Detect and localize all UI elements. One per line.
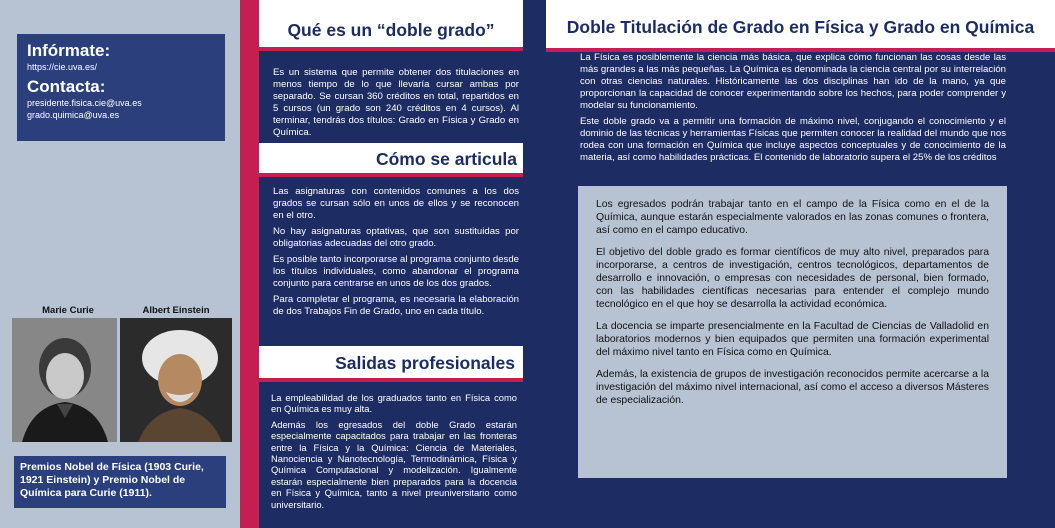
informate-heading: Infórmate: [27,41,111,60]
paragraph: Los egresados podrán trabajar tanto en el campo de la Física como en el de la Química, aunque estarán especialmente valorados en las zonas comunes o frontera, así como en el campo educativo. [596,199,989,236]
website-link[interactable]: https://cie.uva.es/ [27,62,98,72]
email-link[interactable]: presidente.fisica.cie@uva.es [27,98,142,108]
crimson-divider [240,0,259,528]
paragraph: Es un sistema que permite obtener dos titulaciones en menos tiempo de lo que llevaría cursar ambas por separado. Se cursan 360 créditos en total, repartidos en 5 cursos (un grado son 240 créditos en 4 cursos). Al terminar, tendrás dos títulos: Grado en Física y Grado en Química. [273,67,519,138]
salidas-heading-bar [259,346,523,382]
marie-curie-photo [12,318,117,442]
albert-einstein-photo [120,318,232,442]
articula-text [273,186,519,322]
paragraph: Además, la existencia de grupos de investigación reconocidos permite acercarse a la investigación del máximo nivel internacional, así como el acceso a diversos Másteres de especialización. [596,369,989,406]
main-title: Doble Titulación de Grado en Física y Grado en Química [566,17,1035,37]
contacta-heading: Contacta: [27,77,106,96]
paragraph: Las asignaturas con contenidos comunes a los dos grados se cursan sólo en unos de ellos y se reconocen en el otro. [273,186,519,221]
paragraph: No hay asignaturas optativas, que son sustituidas por obligatorias adecuadas del otro grado. [273,226,519,249]
info-box [578,186,1007,478]
paragraph: La docencia se imparte presencialmente en la Facultad de Ciencias de Valladolid en laboratorios modernos y bien equipados que permiten una formación experimental del máximo nivel tanto en Física como en Química. [596,321,989,358]
paragraph: La empleabilidad de los graduados tanto en Física como en Química es muy alta. [271,392,517,415]
articula-heading: Cómo se articula [375,149,517,169]
doble-grado-heading: Qué es un “doble grado” [287,20,495,40]
intro-text [580,52,1006,168]
doble-grado-heading-bar [259,0,523,51]
email-link[interactable]: grado.quimica@uva.es [27,110,120,120]
paragraph: La Física es posiblemente la ciencia más básica, que explica cómo funcionan las cosas desde las más grandes a las más pequeñas. La Química es denominada la ciencia central por su interrelación con otras ciencias naturales. Históricamente las dos disciplinas han ido de la mano, ya que proporcionan la capacidad de conocer experimentando sobre los hechos, para poder comprender y modelar su funcionamiento. [580,52,1006,111]
nobel-caption-box [14,456,226,508]
paragraph: El objetivo del doble grado es formar científicos de muy alto nivel, preparados para incorporarse, a centros de investigación, centros tecnológicos, departamentos de desarrollo e innovación, o empresas con necesidades de personal, bien formado, con las habilidades científicas necesarias para entender el complejo mundo tecnológico en el que hoy se desarrolla la actividad económica. [596,247,989,310]
paragraph: Este doble grado va a permitir una formación de máximo nivel, conjugando el conocimiento y el dominio de las técnicas y herramientas Físicas que permiten conocer la realidad del mundo que nos rodea con una formación en Química que incluye aspectos conceptuales y de conocimiento de la materia, así como habilidades prácticas. El contenido de laboratorio supera el 25% de los créditos [580,116,1006,163]
contact-box [17,34,225,141]
photo-caption-einstein: Albert Einstein [142,305,210,316]
paragraph: Para completar el programa, es necesaria la elaboración de dos Trabajos Fin de Grado, uno en cada título. [273,294,519,317]
nobel-caption: Premios Nobel de Física (1903 Curie, 1921 Einstein) y Premio Nobel de Química para Curie (1911). [20,461,204,499]
articula-heading-bar [259,143,523,177]
paragraph: Es posible tanto incorporarse al programa conjunto desde los títulos individuales, como abandonar el programa conjunto para centrarse en unos de los dos grados. [273,254,519,289]
doble-grado-text [273,67,519,143]
paragraph: Además los egresados del doble Grado estarán especialmente capacitados para trabajar en las fronteras entre la Física y la Química: Ciencia de Materiales, Nanociencia y Nanotecnología, Termodinámica, Física y Química Computacional y modelización. Igualmente estarán especialmente bien preparados para la docencia en Física y Química, tanto a nivel preuniversitario como universitario. [271,418,517,510]
salidas-text [271,392,517,514]
photo-caption-curie: Marie Curie [42,305,94,316]
salidas-heading: Salidas profesionales [335,353,515,373]
